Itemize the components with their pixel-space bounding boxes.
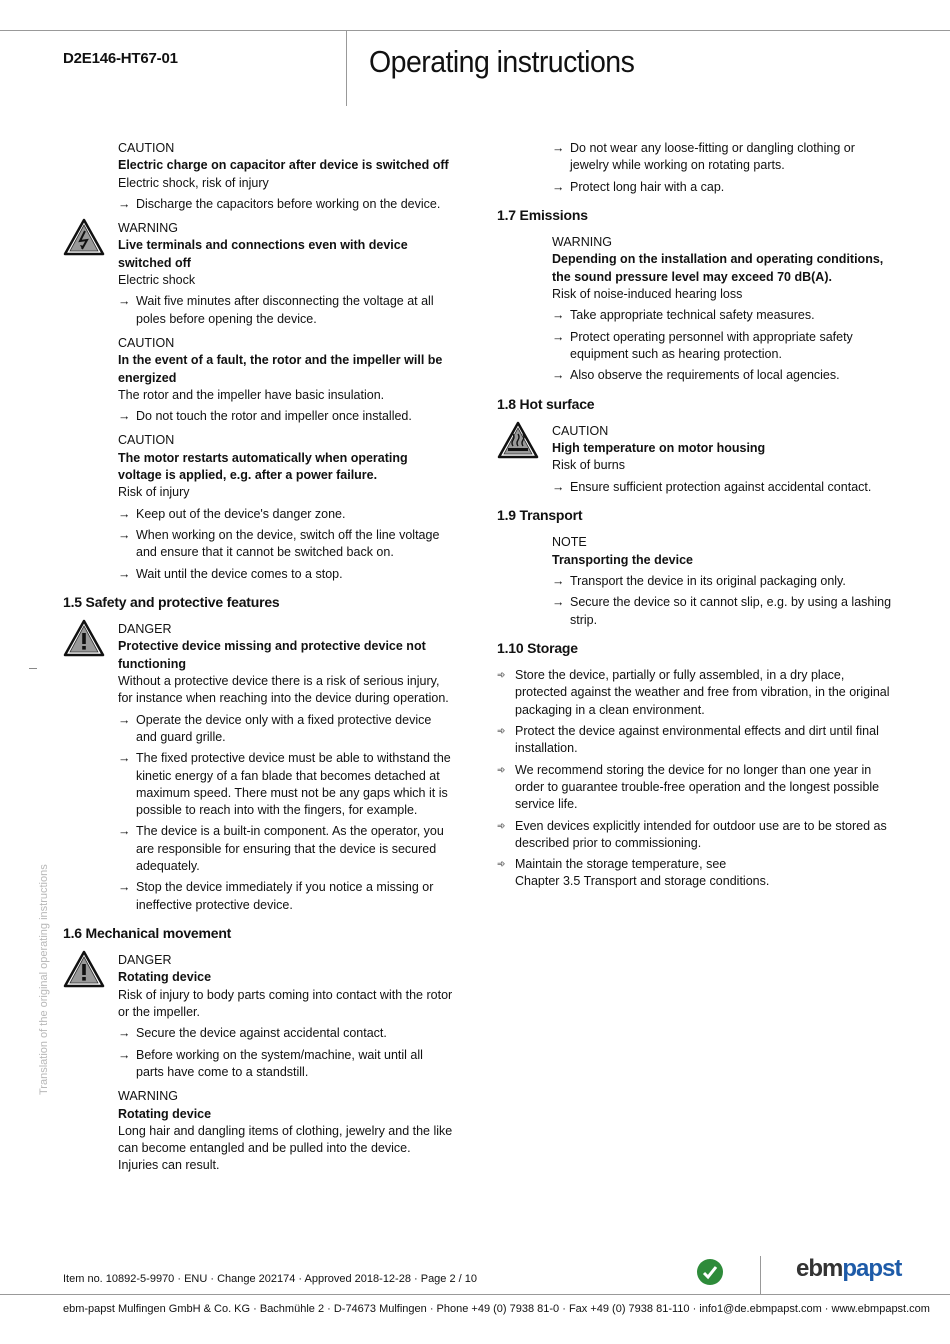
instruction: → Also observe the requirements of local agencies. (552, 367, 897, 384)
list-item: ➾ Maintain the storage temperature, see Chapter 3.5 Transport and storage conditions. (497, 857, 770, 889)
section-heading: 1.9 Transport (497, 507, 583, 524)
hazard-title: In the event of a fault, the rotor and the impeller will be energized (118, 353, 443, 385)
arrow-icon: → (118, 1026, 131, 1041)
hazard-title: Rotating device (118, 970, 212, 985)
instruction: → Wait until the device comes to a stop. (118, 566, 453, 583)
level-label: DANGER (118, 622, 172, 637)
hazard-title: Transporting the device (552, 552, 694, 567)
bullet-arrow-icon: ➾ (497, 859, 506, 871)
arrow-icon: → (552, 141, 565, 155)
instruction: → Keep out of the device's danger zone. (118, 506, 453, 523)
section-heading: 1.8 Hot surface (497, 395, 595, 412)
hazard-title: The motor restarts automatically when operating voltage is applied, e.g. after a power failure. (118, 450, 408, 483)
hazard-title: Depending on the installation and operating conditions, the sound pressure level may exceed 70 dB(A). (552, 252, 884, 284)
list-item: ➾ Store the device, partially or fully assembled, in a dry place, protected against the weather and free from vibration, in the original packaging in a clean environment. (497, 668, 890, 717)
warning-rotating-continued (497, 140, 897, 196)
arrow-icon: → (552, 479, 565, 494)
instruction: → The fixed protective device must be able to withstand the kinetic energy of a fan blade that becomes detached at maximum speed. There must not be any gaps which it is possible to reach into with the fingers, for example. (118, 751, 451, 818)
instruction: → Do not wear any loose-fitting or dangling clothing or jewelry while working on rotating parts. (552, 141, 855, 173)
arrow-icon: → (118, 712, 131, 727)
general-danger-icon (63, 619, 105, 657)
arrow-icon: → (552, 329, 565, 344)
caution-fault-rotor (63, 335, 453, 425)
warning-rotating-device (63, 1088, 453, 1174)
instruction: → Before working on the system/machine, wait until all parts have come to a standstill. (118, 1047, 423, 1079)
instruction: → Transport the device in its original packaging only. (552, 573, 897, 590)
page-title: Operating instructions (369, 44, 635, 79)
hazard-desc: Risk of injury (118, 485, 190, 500)
list-item: ➾ Protect the device against environmental effects and dirt until final installation. (497, 724, 879, 756)
bullet-arrow-icon: ➾ (497, 726, 506, 738)
arrow-icon: → (118, 527, 131, 542)
level-label: DANGER (118, 953, 172, 968)
hazard-desc: Without a protective device there is a risk of serious injury, for instance when reaching into the device during operation. (118, 674, 449, 706)
instruction: → The device is a built-in component. As the operator, you are responsible for ensuring that the device is secured adequately. (118, 824, 444, 873)
danger-protective-device (63, 621, 453, 914)
general-danger-icon (63, 950, 105, 988)
level-label: CAUTION (118, 141, 175, 155)
instruction: → Protect long hair with a cap. (552, 179, 897, 196)
arrow-icon: → (118, 294, 131, 309)
header-divider (346, 30, 347, 106)
caution-capacitor (63, 140, 453, 213)
instruction: → Discharge the capacitors before working on the device. (118, 196, 453, 213)
arrow-icon: → (118, 566, 131, 581)
section-heading: 1.7 Emissions (497, 206, 588, 223)
instruction: → Wait five minutes after disconnecting the voltage at all poles before opening the device. (118, 294, 434, 326)
hazard-title: Live terminals and connections even with device switched off (118, 238, 408, 270)
level-label: CAUTION (552, 423, 609, 438)
warning-noise (497, 234, 897, 384)
arrow-icon: → (552, 179, 565, 194)
greentech-logo-icon (696, 1258, 724, 1286)
left-column (63, 140, 453, 1182)
arrow-icon: → (118, 196, 131, 211)
side-translation-note: Translation of the original operating instructions (38, 864, 50, 1095)
note-transport (497, 534, 897, 628)
arrow-icon: → (552, 368, 565, 383)
footer-address: ebm-papst Mulfingen GmbH & Co. KG · Bachmühle 2 · D-74673 Mulfingen · Phone +49 (0) 7938 81-0 · Fax +49 (0) 7938 81-110 · info1@de.ebmpapst.com · www.ebmpapst.com (63, 1303, 930, 1315)
arrow-icon: → (118, 1047, 131, 1062)
hazard-title: Protective device missing and protective device not functioning (118, 639, 426, 671)
instruction: → Ensure sufficient protection against accidental contact. (552, 479, 897, 496)
footer-rule (0, 1294, 950, 1295)
margin-tick (29, 668, 37, 669)
level-label: WARNING (118, 1089, 178, 1104)
right-column (497, 140, 897, 895)
hazard-title: Rotating device (118, 1106, 212, 1121)
instruction: → Take appropriate technical safety measures. (552, 307, 897, 324)
hazard-desc: Electric shock, risk of injury (118, 175, 269, 190)
arrow-icon: → (552, 573, 565, 588)
header-rule (0, 30, 950, 31)
level-label: NOTE (552, 535, 587, 550)
instruction: → Stop the device immediately if you notice a missing or ineffective protective device. (118, 880, 434, 912)
instruction: → Operate the device only with a fixed protective device and guard grille. (118, 712, 432, 744)
bullet-arrow-icon: ➾ (497, 764, 506, 776)
section-heading: 1.5 Safety and protective features (63, 593, 280, 610)
hazard-desc: Electric shock (118, 273, 196, 288)
section-heading: 1.10 Storage (497, 639, 578, 656)
hot-surface-icon (497, 421, 539, 459)
instruction: → Secure the device against accidental contact. (118, 1025, 453, 1042)
instruction: → Do not touch the rotor and impeller once installed. (118, 408, 453, 425)
arrow-icon: → (118, 880, 131, 895)
level-label: CAUTION (118, 335, 175, 350)
hazard-desc: Long hair and dangling items of clothing, jewelry and the like can become entangled and be pulled into the device. Injuries can result. (118, 1123, 453, 1173)
bullet-arrow-icon: ➾ (497, 820, 506, 832)
instruction: → Secure the device so it cannot slip, e.g. by using a lashing strip. (552, 595, 892, 627)
product-code: D2E146-HT67-01 (63, 50, 178, 67)
arrow-icon: → (118, 506, 131, 521)
hazard-title: Electric charge on capacitor after device is switched off (118, 158, 449, 173)
electric-warning-icon (63, 218, 105, 256)
list-item: ➾ Even devices explicitly intended for outdoor use are to be stored as described prior to commissioning. (497, 818, 887, 850)
hazard-title: High temperature on motor housing (552, 441, 766, 456)
ebmpapst-logo: ebmpapst (796, 1255, 902, 1282)
danger-rotating-device (63, 952, 453, 1081)
hazard-desc: The rotor and the impeller have basic insulation. (118, 387, 385, 402)
instruction: → Protect operating personnel with appropriate safety equipment such as hearing protection. (552, 329, 853, 361)
arrow-icon: → (552, 308, 565, 323)
arrow-icon: → (118, 751, 131, 766)
storage-list (497, 667, 897, 891)
hazard-desc: Risk of noise-induced hearing loss (552, 287, 743, 302)
hazard-desc: Risk of burns (552, 458, 625, 473)
instruction: → When working on the device, switch off the line voltage and ensure that it cannot be switched back on. (118, 527, 440, 560)
warning-live-terminals (63, 220, 453, 328)
arrow-icon: → (118, 409, 131, 424)
section-heading: 1.6 Mechanical movement (63, 924, 232, 941)
footer-divider (760, 1256, 761, 1294)
arrow-icon: → (552, 595, 565, 610)
caution-hot-surface (497, 423, 897, 496)
level-label: CAUTION (118, 433, 175, 448)
bullet-arrow-icon: ➾ (497, 670, 506, 682)
level-label: WARNING (552, 235, 612, 250)
caution-auto-restart (63, 432, 453, 582)
list-item: ➾ We recommend storing the device for no longer than one year in order to guarantee trouble-free operation and the longest possible service life. (497, 762, 880, 812)
arrow-icon: → (118, 824, 131, 839)
chapter-reference[interactable]: Chapter 3.5 Transport and storage conditions. (515, 874, 770, 889)
hazard-desc: Risk of injury to body parts coming into contact with the rotor or the impeller. (118, 987, 453, 1020)
level-label: WARNING (118, 221, 178, 236)
footer-item-info: Item no. 10892-5-9970 · ENU · Change 202174 · Approved 2018-12-28 · Page 2 / 10 (63, 1273, 477, 1285)
